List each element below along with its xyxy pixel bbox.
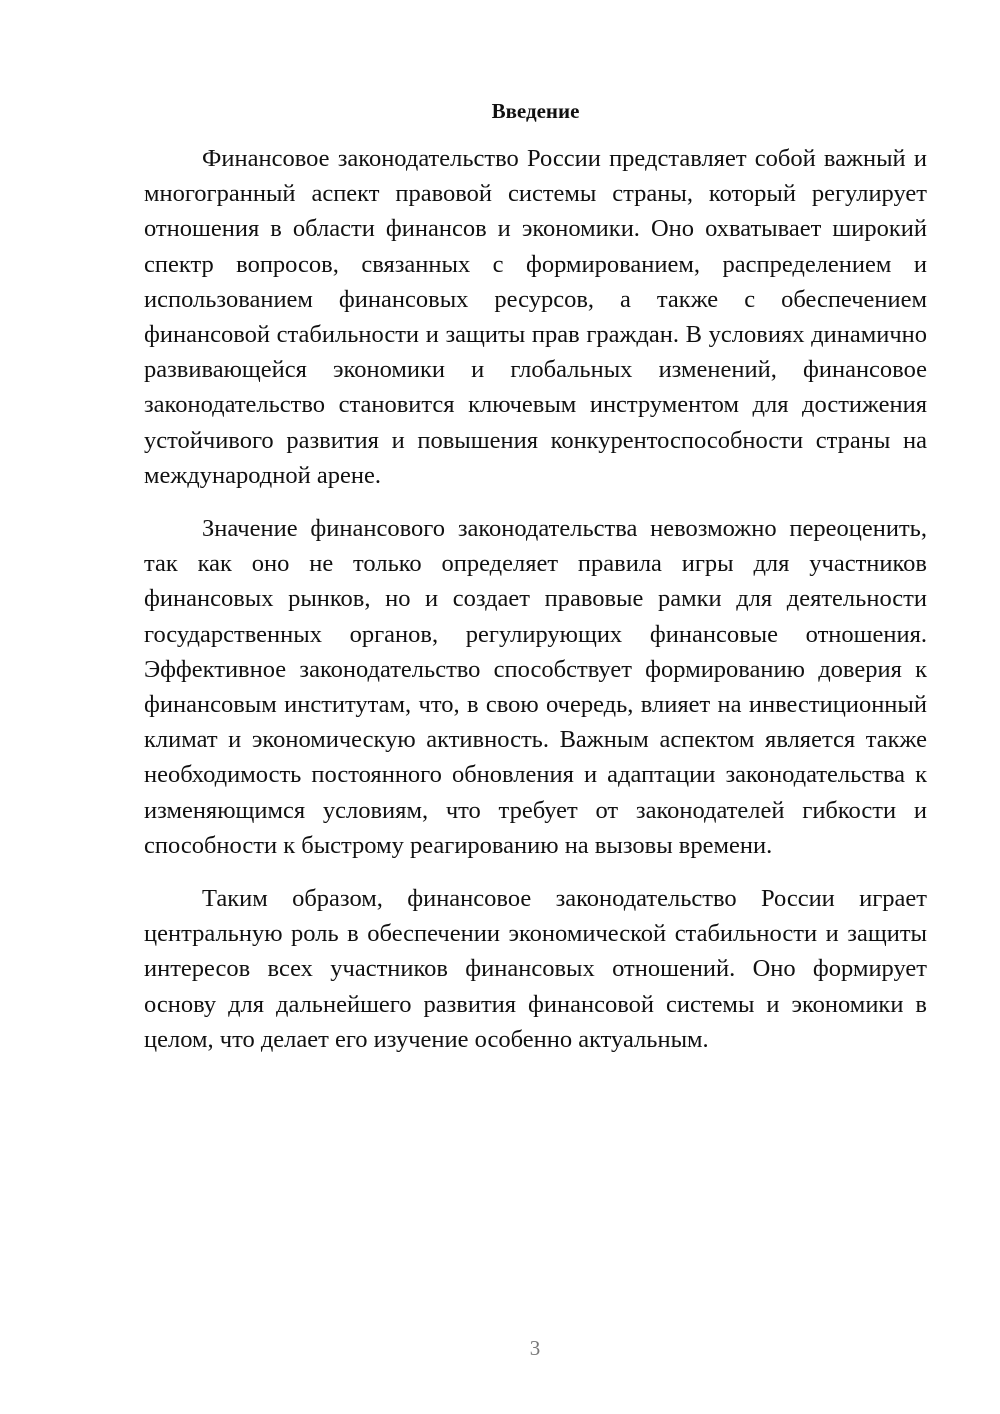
paragraph-1: Финансовое законодательство России представляет собой важный и многогранный аспект правовой системы страны, который регулирует отношения в области финансов и экономики. Оно охватывает широкий спектр вопросов, связанных с формированием, распределением и использованием финансовых ресурсов, а также с обеспечением финансовой стабильности и защиты прав граждан. В условиях динамично развивающейся экономики и глобальных изменений, финансовое законодательство становится ключевым инструментом для достижения устойчивого развития и повышения конкурентоспособности страны на международной арене. (144, 145, 927, 489)
body-text (144, 141, 927, 1057)
page-number: 3 (529, 1336, 541, 1360)
paragraph-3: Таким образом, финансовое законодательство России играет центральную роль в обеспечении экономической стабильности и защиты интересов всех участников финансовых отношений. Оно формирует основу для дальнейшего развития финансовой системы и экономики в целом, что делает его изучение особенно актуальным. (144, 885, 927, 1053)
paragraph-2: Значение финансового законодательства невозможно переоценить, так как оно не только определяет правила игры для участников финансовых рынков, но и создает правовые рамки для деятельности государственных органов, регулирующих финансовые отношения. Эффективное законодательство способствует формированию доверия к финансовым институтам, что, в свою очередь, влияет на инвестиционный климат и экономическую активность. Важным аспектом является также необходимость постоянного обновления и адаптации законодательства к изменяющимся условиям, что требует от законодателей гибкости и способности к быстрому реагированию на вызовы времени. (144, 515, 927, 859)
page-title: Введение (491, 99, 580, 123)
